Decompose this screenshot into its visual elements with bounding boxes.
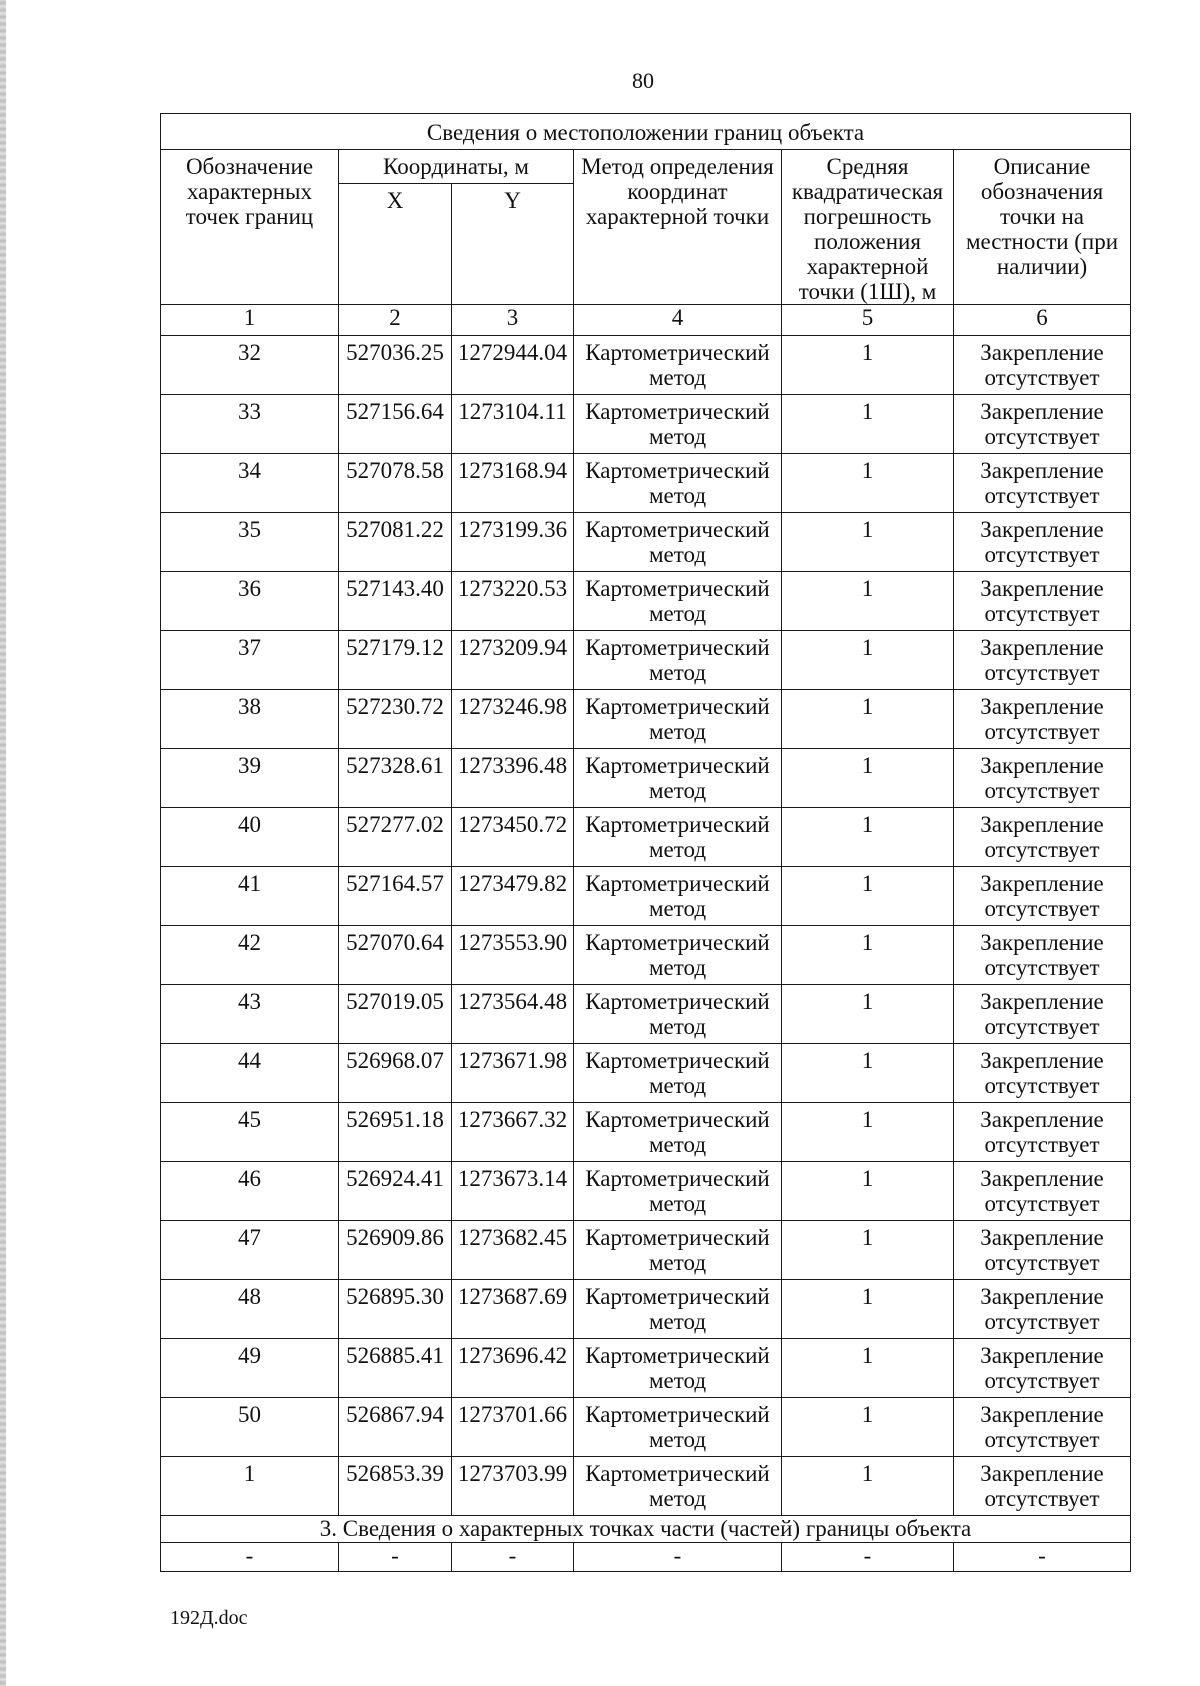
point-cell: 1 [161, 1457, 339, 1516]
header-coordinates: Координаты, м [339, 150, 574, 184]
y-coordinate-cell: 1273479.82 [452, 867, 574, 926]
table-row [161, 867, 1131, 926]
method-cell: Картометрический метод [574, 1280, 782, 1339]
y-coordinate-cell: 1273168.94 [452, 454, 574, 513]
x-coordinate-cell: 527179.12 [339, 631, 452, 690]
error-cell: 1 [782, 1162, 954, 1221]
column-number: 3 [452, 305, 574, 336]
method-cell: Картометрический метод [574, 867, 782, 926]
column-number: 1 [161, 305, 339, 336]
description-cell: Закрепление отсутствует [954, 572, 1131, 631]
method-cell: Картометрический метод [574, 1457, 782, 1516]
description-cell: Закрепление отсутствует [954, 985, 1131, 1044]
column-number: 5 [782, 305, 954, 336]
error-cell: 1 [782, 1221, 954, 1280]
method-cell: Картометрический метод [574, 985, 782, 1044]
y-coordinate-cell: 1273671.98 [452, 1044, 574, 1103]
x-coordinate-cell: 527143.40 [339, 572, 452, 631]
method-cell: Картометрический метод [574, 1103, 782, 1162]
header-description: Описание обозначения точки на местности (при наличии) [954, 150, 1131, 305]
table-row [161, 1339, 1131, 1398]
point-cell: 49 [161, 1339, 339, 1398]
column-number: 4 [574, 305, 782, 336]
table-row [161, 926, 1131, 985]
method-cell: Картометрический метод [574, 808, 782, 867]
method-cell: Картометрический метод [574, 336, 782, 395]
error-cell: 1 [782, 1339, 954, 1398]
method-cell: Картометрический метод [574, 1398, 782, 1457]
error-cell: 1 [782, 749, 954, 808]
y-coordinate-cell: 1273687.69 [452, 1280, 574, 1339]
error-cell: 1 [782, 867, 954, 926]
x-coordinate-cell: 526951.18 [339, 1103, 452, 1162]
y-coordinate-cell: 1273701.66 [452, 1398, 574, 1457]
x-coordinate-cell: 526909.86 [339, 1221, 452, 1280]
method-cell: Картометрический метод [574, 513, 782, 572]
y-coordinate-cell: 1273564.48 [452, 985, 574, 1044]
description-cell: Закрепление отсутствует [954, 1280, 1131, 1339]
header-method: Метод определения координат характерной точки [574, 150, 782, 305]
y-coordinate-cell: 1273667.32 [452, 1103, 574, 1162]
boundary-table [160, 113, 1131, 1572]
section3-cell: - [574, 1543, 782, 1572]
point-cell: 42 [161, 926, 339, 985]
y-coordinate-cell: 1273682.45 [452, 1221, 574, 1280]
table-row [161, 1044, 1131, 1103]
y-coordinate-cell: 1273450.72 [452, 808, 574, 867]
point-cell: 47 [161, 1221, 339, 1280]
point-cell: 39 [161, 749, 339, 808]
description-cell: Закрепление отсутствует [954, 1339, 1131, 1398]
table-row [161, 1221, 1131, 1280]
point-cell: 32 [161, 336, 339, 395]
error-cell: 1 [782, 454, 954, 513]
section3-cell: - [954, 1543, 1131, 1572]
error-cell: 1 [782, 1398, 954, 1457]
table-row [161, 1103, 1131, 1162]
description-cell: Закрепление отсутствует [954, 1398, 1131, 1457]
point-cell: 35 [161, 513, 339, 572]
point-cell: 33 [161, 395, 339, 454]
table-row [161, 1457, 1131, 1516]
y-coordinate-cell: 1273703.99 [452, 1457, 574, 1516]
error-cell: 1 [782, 572, 954, 631]
description-cell: Закрепление отсутствует [954, 1044, 1131, 1103]
header-x: X [339, 183, 452, 304]
table-row [161, 395, 1131, 454]
error-cell: 1 [782, 926, 954, 985]
error-cell: 1 [782, 395, 954, 454]
description-cell: Закрепление отсутствует [954, 926, 1131, 985]
description-cell: Закрепление отсутствует [954, 513, 1131, 572]
error-cell: 1 [782, 1280, 954, 1339]
description-cell: Закрепление отсутствует [954, 1162, 1131, 1221]
x-coordinate-cell: 526867.94 [339, 1398, 452, 1457]
error-cell: 1 [782, 1044, 954, 1103]
y-coordinate-cell: 1273246.98 [452, 690, 574, 749]
method-cell: Картометрический метод [574, 1339, 782, 1398]
x-coordinate-cell: 527036.25 [339, 336, 452, 395]
x-coordinate-cell: 526885.41 [339, 1339, 452, 1398]
point-cell: 36 [161, 572, 339, 631]
description-cell: Закрепление отсутствует [954, 1457, 1131, 1516]
table-row [161, 749, 1131, 808]
error-cell: 1 [782, 690, 954, 749]
y-coordinate-cell: 1273199.36 [452, 513, 574, 572]
x-coordinate-cell: 526895.30 [339, 1280, 452, 1339]
x-coordinate-cell: 527328.61 [339, 749, 452, 808]
method-cell: Картометрический метод [574, 690, 782, 749]
table-row [161, 454, 1131, 513]
y-coordinate-cell: 1273104.11 [452, 395, 574, 454]
description-cell: Закрепление отсутствует [954, 336, 1131, 395]
table-row [161, 808, 1131, 867]
method-cell: Картометрический метод [574, 1044, 782, 1103]
description-cell: Закрепление отсутствует [954, 690, 1131, 749]
method-cell: Картометрический метод [574, 395, 782, 454]
table-row [161, 572, 1131, 631]
table-title-row [161, 114, 1131, 150]
table-row [161, 1280, 1131, 1339]
point-cell: 46 [161, 1162, 339, 1221]
x-coordinate-cell: 527156.64 [339, 395, 452, 454]
header-row [161, 150, 1131, 184]
method-cell: Картометрический метод [574, 1221, 782, 1280]
section3-empty-row [161, 1543, 1131, 1572]
description-cell: Закрепление отсутствует [954, 454, 1131, 513]
header-error: Средняя квадратическая погрешность положения характерной точки (1Ш), м [782, 150, 954, 305]
description-cell: Закрепление отсутствует [954, 749, 1131, 808]
section3-cell: - [161, 1543, 339, 1572]
section3-cell: - [782, 1543, 954, 1572]
column-number-row [161, 305, 1131, 336]
description-cell: Закрепление отсутствует [954, 631, 1131, 690]
method-cell: Картометрический метод [574, 572, 782, 631]
description-cell: Закрепление отсутствует [954, 1103, 1131, 1162]
header-points: Обозначение характерных точек границ [161, 150, 339, 305]
x-coordinate-cell: 527164.57 [339, 867, 452, 926]
table-row [161, 985, 1131, 1044]
table-row [161, 336, 1131, 395]
y-coordinate-cell: 1272944.04 [452, 336, 574, 395]
point-cell: 48 [161, 1280, 339, 1339]
error-cell: 1 [782, 1103, 954, 1162]
point-cell: 50 [161, 1398, 339, 1457]
x-coordinate-cell: 526968.07 [339, 1044, 452, 1103]
error-cell: 1 [782, 513, 954, 572]
point-cell: 45 [161, 1103, 339, 1162]
x-coordinate-cell: 526853.39 [339, 1457, 452, 1516]
point-cell: 44 [161, 1044, 339, 1103]
y-coordinate-cell: 1273673.14 [452, 1162, 574, 1221]
x-coordinate-cell: 527019.05 [339, 985, 452, 1044]
x-coordinate-cell: 527230.72 [339, 690, 452, 749]
table-row [161, 513, 1131, 572]
method-cell: Картометрический метод [574, 631, 782, 690]
description-cell: Закрепление отсутствует [954, 867, 1131, 926]
section3-cell: - [452, 1543, 574, 1572]
column-number: 6 [954, 305, 1131, 336]
scan-edge [0, 0, 6, 1686]
x-coordinate-cell: 527277.02 [339, 808, 452, 867]
error-cell: 1 [782, 808, 954, 867]
y-coordinate-cell: 1273220.53 [452, 572, 574, 631]
y-coordinate-cell: 1273396.48 [452, 749, 574, 808]
x-coordinate-cell: 527070.64 [339, 926, 452, 985]
page-number: 80 [632, 68, 654, 93]
document-filename: 192Д.doc [170, 1607, 248, 1629]
x-coordinate-cell: 526924.41 [339, 1162, 452, 1221]
table-row [161, 1162, 1131, 1221]
point-cell: 34 [161, 454, 339, 513]
section3-title: 3. Сведения о характерных точках части (частей) границы объекта [161, 1516, 1131, 1543]
error-cell: 1 [782, 336, 954, 395]
column-number: 2 [339, 305, 452, 336]
point-cell: 37 [161, 631, 339, 690]
description-cell: Закрепление отсутствует [954, 808, 1131, 867]
method-cell: Картометрический метод [574, 454, 782, 513]
y-coordinate-cell: 1273696.42 [452, 1339, 574, 1398]
method-cell: Картометрический метод [574, 926, 782, 985]
point-cell: 38 [161, 690, 339, 749]
y-coordinate-cell: 1273553.90 [452, 926, 574, 985]
method-cell: Картометрический метод [574, 1162, 782, 1221]
y-coordinate-cell: 1273209.94 [452, 631, 574, 690]
header-y: Y [452, 183, 574, 304]
point-cell: 43 [161, 985, 339, 1044]
description-cell: Закрепление отсутствует [954, 1221, 1131, 1280]
table-title: Сведения о местоположении границ объекта [161, 114, 1131, 150]
point-cell: 41 [161, 867, 339, 926]
method-cell: Картометрический метод [574, 749, 782, 808]
error-cell: 1 [782, 1457, 954, 1516]
table-row [161, 631, 1131, 690]
section3-title-row [161, 1516, 1131, 1543]
point-cell: 40 [161, 808, 339, 867]
x-coordinate-cell: 527081.22 [339, 513, 452, 572]
table-row [161, 1398, 1131, 1457]
error-cell: 1 [782, 631, 954, 690]
error-cell: 1 [782, 985, 954, 1044]
x-coordinate-cell: 527078.58 [339, 454, 452, 513]
table-row [161, 690, 1131, 749]
description-cell: Закрепление отсутствует [954, 395, 1131, 454]
section3-cell: - [339, 1543, 452, 1572]
